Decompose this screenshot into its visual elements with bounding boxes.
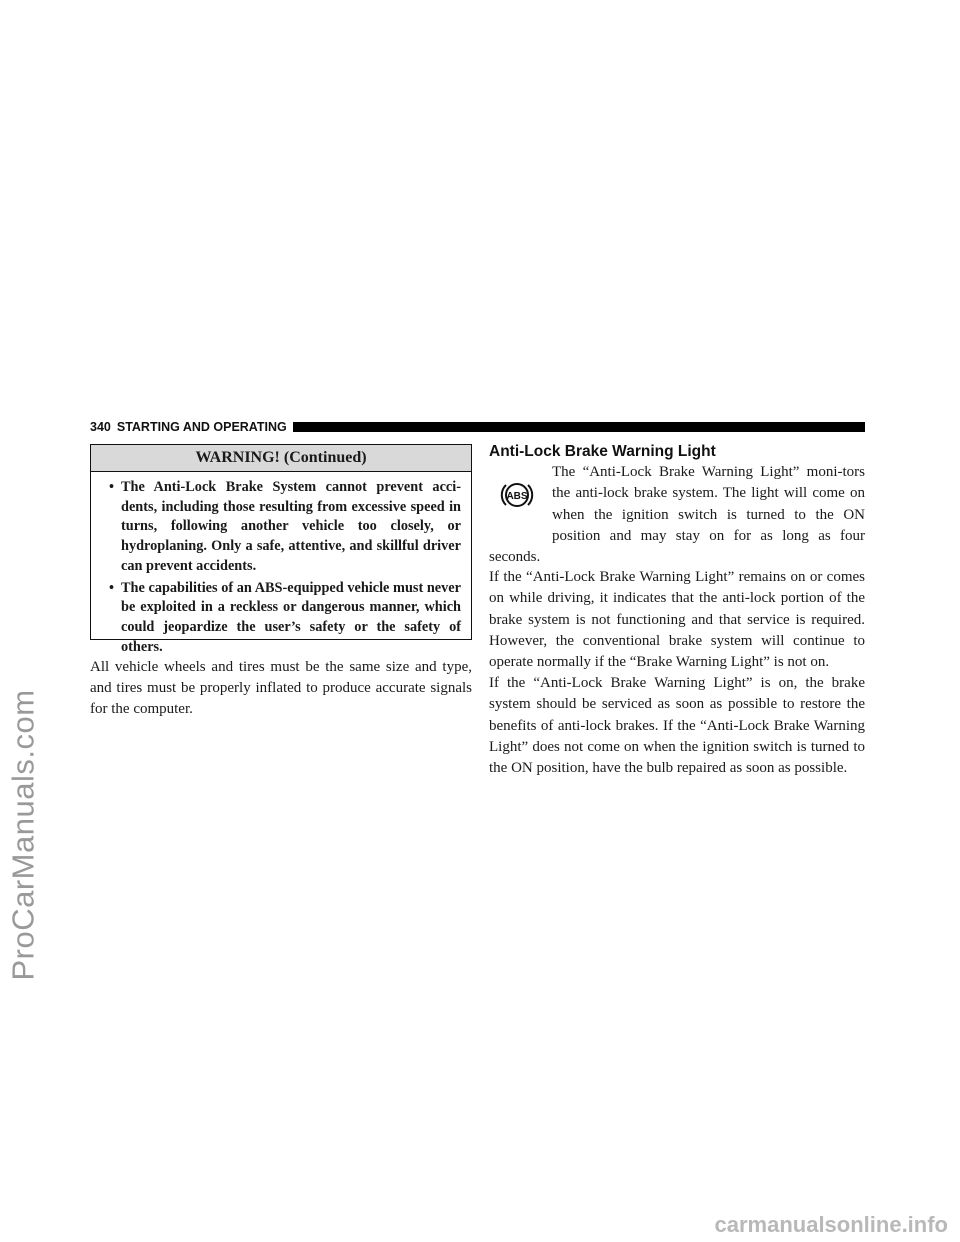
side-watermark xyxy=(4,555,44,1115)
abs-service-paragraph: If the “Anti-Lock Brake Warning Light” is on, the brake system should be serviced as soon as possible to restore the benefits of anti-lock brakes. If the “Anti-Lock Brake Warning Light” does not come on when the ignition switch is turned to the ON position, have the bulb repaired as soon as possible. xyxy=(489,675,865,777)
page-number: 340 xyxy=(90,420,111,434)
bottom-watermark: carmanualsonline.info xyxy=(714,1212,948,1237)
bullet-icon: • xyxy=(109,479,115,495)
warning-item: • The capabilities of an ABS-equipped vehicle must never be exploited in a reckless or dangerous manner, which could jeopardize the user’s safety or the safety of others. xyxy=(109,579,461,655)
page-header xyxy=(90,420,865,434)
abs-remains-on-paragraph: If the “Anti-Lock Brake Warning Light” remains on or comes on while driving, it indicates that the anti-lock portion of the brake system is not functioning and that service is required. However, the conventional brake system will continue to operate normally if the “Brake Warning Light” is not on. xyxy=(489,569,865,671)
warning-list xyxy=(91,478,471,657)
abs-warning-icon xyxy=(500,478,534,512)
wheels-tires-paragraph: All vehicle wheels and tires must be the same size and type, and tires must be properly inflated to produce accurate signals for the computer. xyxy=(90,659,472,717)
warning-item: • The Anti-Lock Brake System cannot prevent acci-dents, including those resulting from excessive speed in turns, following another vehicle too closely, or hydroplaning. Only a safe, attentive, and skillful driver can prevent accidents. xyxy=(109,479,461,574)
header-rule xyxy=(293,422,865,432)
side-watermark-text: ProCarManuals.com xyxy=(6,689,42,981)
abs-icon-label: ABS xyxy=(506,491,528,502)
warning-title: WARNING! (Continued) xyxy=(91,445,471,472)
section-title: STARTING AND OPERATING xyxy=(116,420,287,434)
abs-intro-paragraph: The “Anti-Lock Brake Warning Light” moni-tors the anti-lock brake system. The light will come on when the ignition switch is turned to the ON position and may stay on for as long as four seconds. xyxy=(489,464,865,566)
warning-box xyxy=(90,444,472,655)
bullet-icon: • xyxy=(109,579,115,596)
section-heading: Anti-Lock Brake Warning Light xyxy=(489,443,716,460)
